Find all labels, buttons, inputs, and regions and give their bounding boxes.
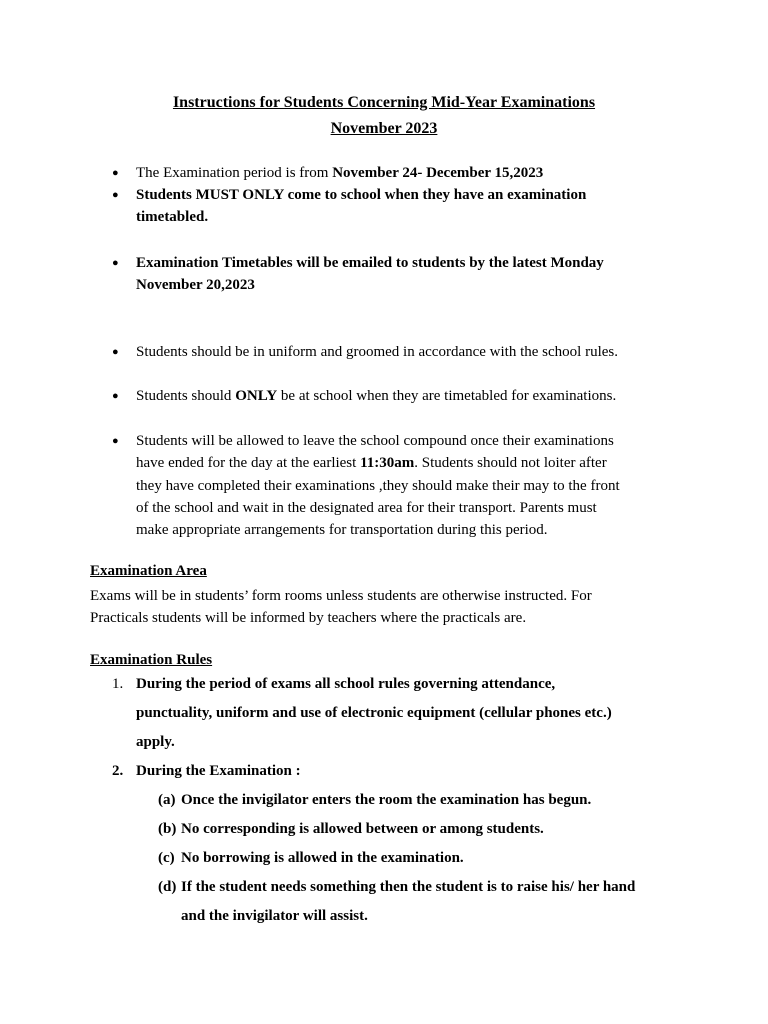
bullet-icon: ● [112, 390, 119, 402]
rule-2d: (d) If the student needs something then the student is to raise his/ her hand and the invigilator will assist. [158, 879, 636, 924]
bullet-icon: ● [112, 167, 119, 179]
bullet-attendance: ● Students MUST ONLY come to school when they have an examination timetabled. [136, 184, 696, 229]
rule-1: 1. During the period of exams all school rules governing attendance, punctuality, uniform and use of electronic equipment (cellular phones etc.) apply. [136, 670, 696, 757]
rule-number: 1. [112, 676, 124, 692]
bullet-icon: ● [112, 346, 119, 358]
rule-2c: (c) No borrowing is allowed in the examination. [158, 850, 464, 866]
bullet-timetables: ● Examination Timetables will be emailed to students by the latest Monday November 20,2023 [136, 252, 696, 297]
examination-rules-heading: Examination Rules [90, 652, 213, 668]
rule-number: 2. [112, 763, 124, 779]
examination-area-text: Exams will be in students’ form rooms unless students are otherwise instructed. For Practicals students will be informed by teachers where the practicals are. [90, 588, 592, 627]
rule-2a: (a) Once the invigilator enters the room the examination has begun. [158, 792, 592, 808]
bullet-exam-period: ● The Examination period is from November 24- December 15,2023 [136, 162, 696, 184]
bullet-only-timetabled: ● Students should ONLY be at school when they are timetabled for examinations. [136, 385, 696, 407]
bullet-icon: ● [112, 435, 119, 447]
bullet-uniform: ● Students should be in uniform and groomed in accordance with the school rules. [136, 341, 696, 363]
bullet-leaving: ● Students will be allowed to leave the school compound once their examinations have ended for the day at the earliest 11:30am. Students should not loiter after they have completed their examinations ,they should make their may to the front of the school and wait in the designated area for their transport. Parents must make appropriate arrangements for transportation during this period. [136, 430, 696, 541]
examination-area-heading: Examination Area [90, 563, 207, 579]
rule-2: 2. During the Examination : [136, 757, 696, 786]
bullet-icon: ● [112, 257, 119, 269]
bullet-icon: ● [112, 189, 119, 201]
rule-2b: (b) No corresponding is allowed between or among students. [158, 821, 544, 837]
document-title: Instructions for Students Concerning Mid-Year Examinations [172, 94, 596, 111]
document-subtitle: November 2023 [330, 120, 438, 137]
